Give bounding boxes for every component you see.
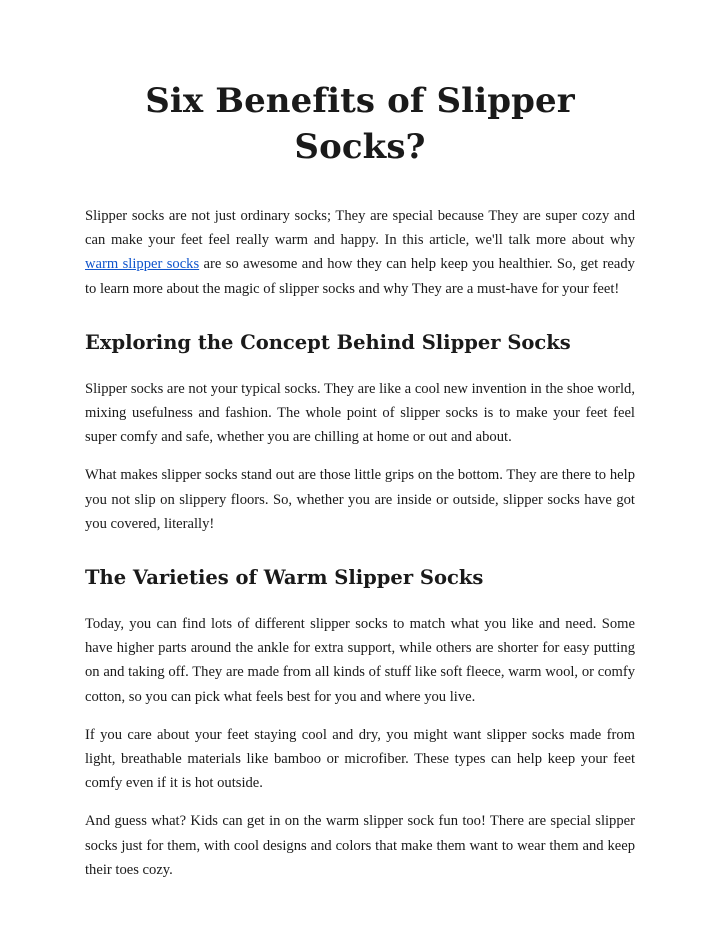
section-heading-varieties: The Varieties of Warm Slipper Socks [85,566,484,590]
intro-text-after-link: are so awesome and how they can help keep you healthier. So, get ready to learn more about the magic of slipper socks and why They are a must-have for your feet! [85,256,635,297]
document-page [85,78,635,882]
page-title: Six Benefits of Slipper Socks? [145,81,575,167]
intro-paragraph [85,204,635,301]
warm-slipper-socks-link[interactable]: warm slipper socks [85,256,200,273]
concept-paragraph-1: Slipper socks are not your typical socks. They are like a cool new invention in the shoe world, mixing usefulness and fashion. The whole point of slipper socks is to make your feet feel super comfy and safe, whether you are chilling at home or out and about. [85,380,635,446]
intro-text-before-link: Slipper socks are not just ordinary socks; They are special because They are super cozy and can make your feet feel really warm and happy. In this article, we'll talk more about why [85,208,635,249]
varieties-paragraph-1: Today, you can find lots of different slipper socks to match what you like and need. Some have higher parts around the ankle for extra support, while others are shorter for easy putting on and taking off. They are made from all kinds of stuff like soft fleece, warm wool, or comfy cotton, so you can pick what feels best for you and where you live. [85,616,635,705]
varieties-paragraph-2: If you care about your feet staying cool and dry, you might want slipper socks made from light, breathable materials like bamboo or microfiber. These types can help keep your feet comfy even if it is hot outside. [85,726,635,792]
concept-paragraph-2: What makes slipper socks stand out are those little grips on the bottom. They are there to help you not slip on slippery floors. So, whether you are inside or outside, slipper socks have got you covered, literally! [85,467,635,532]
varieties-paragraph-3: And guess what? Kids can get in on the warm slipper sock fun too! There are special slipper socks just for them, with cool designs and colors that make them want to wear them and keep their toes cozy. [85,813,635,878]
section-heading-concept: Exploring the Concept Behind Slipper Socks [85,330,571,354]
